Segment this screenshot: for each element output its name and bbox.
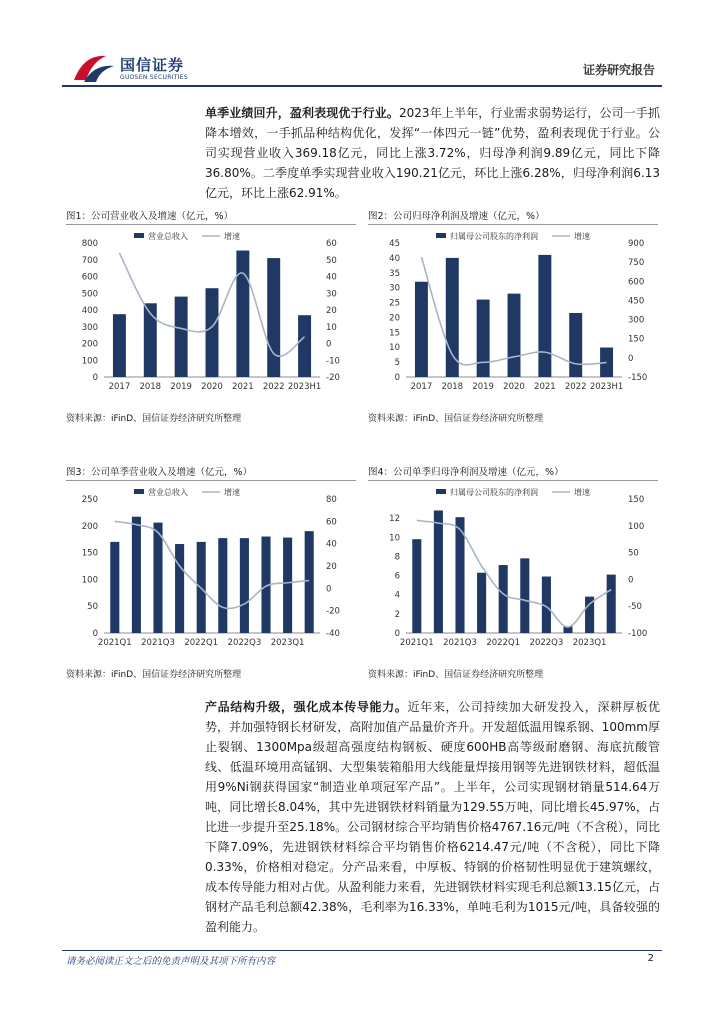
x-tick-label: 2023H1 [589, 382, 624, 392]
y-tick-label: 10 [389, 343, 400, 354]
y-tick-label: 12 [389, 514, 400, 525]
bar [110, 542, 119, 633]
y2-tick-label: 0 [326, 339, 332, 350]
paragraph-lead: 产品结构升级，强化成本传导能力。 [205, 700, 408, 714]
bar [415, 282, 428, 377]
bar [499, 565, 508, 633]
y2-tick-label: 10 [326, 322, 337, 333]
y-tick-label: 50 [87, 602, 98, 613]
logo-name: 国信证券 [120, 56, 185, 74]
paragraph-lead: 单季业绩回升，盈利表现优于行业。 [205, 106, 400, 120]
report-type: 证券研究报告 [582, 63, 655, 77]
x-tick-label: 2021 [534, 382, 556, 392]
y-tick-label: 500 [81, 289, 98, 300]
bar [569, 313, 582, 377]
y2-tick-label: 40 [326, 272, 337, 283]
y2-tick-label: 80 [326, 495, 337, 505]
x-tick-label: 2021Q3 [443, 638, 477, 648]
bar [477, 300, 490, 377]
x-tick-label: 2019 [170, 382, 192, 392]
y2-tick-label: 60 [326, 239, 337, 249]
y-tick-label: 30 [389, 283, 400, 294]
growth-line [417, 520, 611, 627]
bar [477, 573, 486, 633]
paragraph-body: 近年来，公司持续加大研发投入，深耕厚板优势，并加强特钢长材研发，高附加值产品量价齐升。开发超低温用镍系钢、100mm厚止裂钢、1300Mpa级超高强度结构钢板、硬度600HB高等级耐磨钢、海底抗酸管线、低温环境用高锰钢、大型集装箱船用大线能量焊接用钢等先进钢铁材料，超低温用9%Ni钢获得国家“制造业单项冠军产品”。上半年，公司实现钢材销量514.64万吨，同比增长8.04%，其中先进钢铁材料销量为129.55万吨，同比增长45.97%，占比进一步提升至25.18%。公司钢材综合平均销售价格4767.16元/吨（不含税），同比下降7.09%，先进钢铁材料综合平均销售价格6214.47元/吨（不含税），同比下降0.33%，价格相对稳定。分产品来看，中厚板、特钢的价格韧性明显优于建筑螺纹，成本传导能力相对占优。从盈利能力来看，先进钢铁材料实现毛利总额13.15亿元，占钢材产品毛利总额42.38%，毛利率为16.33%，单吨毛利为1015元/吨，具备较强的盈利能力。 [205, 700, 660, 934]
y-tick-label: 150 [81, 548, 98, 559]
y-tick-label: 10 [389, 533, 400, 544]
figure-1 [66, 208, 356, 397]
figure-source: 资料来源：iFinD、国信证券经济研究所整理 [368, 670, 544, 680]
x-tick-label: 2022Q3 [529, 638, 564, 648]
y-tick-label: 200 [81, 521, 98, 532]
y-tick-label: 400 [81, 306, 98, 316]
bar [298, 315, 311, 377]
x-tick-label: 2021Q1 [97, 638, 132, 648]
bar [412, 539, 421, 633]
quarterly-net-profit-chart [368, 481, 658, 653]
quarterly-revenue-chart [66, 481, 356, 653]
figure-2 [368, 208, 658, 397]
bar [434, 510, 443, 633]
bar [218, 538, 227, 633]
figure-3 [66, 464, 356, 653]
y2-tick-label: 30 [326, 289, 337, 300]
y2-tick-label: 60 [326, 517, 337, 528]
x-tick-label: 2019 [472, 382, 494, 392]
y2-tick-label: -20 [326, 373, 340, 383]
figure-4 [368, 464, 658, 653]
y2-tick-label: 600 [628, 277, 645, 288]
y-tick-label: 0 [394, 629, 400, 639]
y2-tick-label: 0 [628, 353, 634, 364]
legend-bar-swatch [436, 233, 446, 238]
y2-tick-label: -10 [326, 356, 340, 367]
x-tick-label: 2017 [410, 382, 433, 392]
header-divider [62, 85, 662, 87]
y2-tick-label: 50 [326, 255, 337, 266]
bar [236, 251, 249, 377]
bar [305, 531, 314, 633]
legend-bar-label: 归属母公司股东的净利润 [450, 488, 538, 497]
x-tick-label: 2022Q1 [184, 638, 219, 648]
bar [206, 288, 219, 377]
x-tick-label: 2022 [262, 382, 285, 392]
y2-tick-label: -150 [628, 373, 648, 383]
legend-line-label: 增速 [224, 232, 240, 241]
x-tick-label: 2021Q3 [141, 638, 175, 648]
y2-tick-label: 900 [628, 239, 645, 249]
bar [538, 255, 551, 377]
y2-tick-label: -50 [628, 602, 642, 613]
y2-tick-label: 50 [628, 548, 639, 559]
x-tick-label: 2018 [441, 382, 464, 392]
figure-source: 资料来源：iFinD、国信证券经济研究所整理 [66, 670, 242, 680]
y2-tick-label: 20 [326, 306, 337, 316]
bar [520, 558, 529, 633]
figure-caption: 图1：公司营业收入及增速（亿元，%） [66, 208, 356, 225]
y2-tick-label: -20 [326, 606, 340, 617]
legend-bar-label: 营业总收入 [148, 232, 188, 241]
y-tick-label: 5 [394, 358, 400, 369]
y-tick-label: 45 [389, 239, 400, 249]
y-tick-label: 40 [389, 253, 400, 264]
bar [508, 294, 521, 377]
y2-tick-label: 150 [628, 334, 645, 345]
bar [267, 258, 280, 377]
bar [607, 575, 616, 633]
y-tick-label: 600 [81, 272, 98, 283]
bar [153, 523, 162, 633]
y-tick-label: 0 [92, 629, 98, 639]
x-tick-label: 2020 [201, 382, 223, 392]
company-logo [70, 50, 210, 90]
y2-tick-label: 450 [628, 296, 645, 307]
x-tick-label: 2020 [503, 382, 525, 392]
figure-source: 资料来源：iFinD、国信证券经济研究所整理 [368, 414, 544, 424]
paragraph-product-structure [205, 697, 660, 937]
legend-bar-swatch [134, 489, 144, 494]
y-tick-label: 25 [389, 298, 400, 309]
revenue-chart [66, 225, 356, 397]
y-tick-label: 0 [92, 373, 98, 383]
y2-tick-label: 100 [628, 521, 645, 532]
x-tick-label: 2022Q3 [227, 638, 262, 648]
x-tick-label: 2021 [232, 382, 254, 392]
y-tick-label: 4 [394, 590, 400, 601]
x-tick-label: 2021Q1 [399, 638, 434, 648]
bar [175, 297, 188, 377]
legend-bar-label: 归属母公司股东的净利润 [450, 232, 538, 241]
x-tick-label: 2018 [139, 382, 162, 392]
y2-tick-label: 750 [628, 258, 645, 269]
y2-tick-label: 150 [628, 495, 645, 505]
legend-line-label: 增速 [224, 488, 240, 497]
net-profit-chart [368, 225, 658, 397]
y-tick-label: 250 [81, 495, 98, 505]
logo-english-name: GUOSEN SECURITIES [120, 74, 189, 81]
legend-bar-label: 营业总收入 [148, 488, 188, 497]
y-tick-label: 20 [389, 313, 400, 324]
x-tick-label: 2022Q1 [486, 638, 521, 648]
growth-line [115, 521, 309, 608]
y-tick-label: 700 [81, 255, 98, 266]
y-tick-label: 2 [394, 609, 400, 620]
logo-mark-icon [70, 50, 118, 86]
footer-divider [62, 950, 662, 951]
x-tick-label: 2023H1 [287, 382, 322, 392]
footer-disclaimer: 请务必阅读正文之后的免责声明及其项下所有内容 [66, 956, 276, 967]
y-tick-label: 200 [81, 339, 98, 350]
bar [240, 538, 249, 633]
figure-source: 资料来源：iFinD、国信证券经济研究所整理 [66, 414, 242, 424]
figure-caption: 图2：公司归母净利润及增速（亿元，%） [368, 208, 658, 225]
bar [175, 544, 184, 633]
y2-tick-label: 40 [326, 539, 337, 550]
bar [283, 538, 292, 633]
y2-tick-label: 20 [326, 562, 337, 572]
page-number: 2 [647, 953, 654, 964]
x-tick-label: 2022 [564, 382, 587, 392]
paragraph-body: 2023年上半年，行业需求弱势运行，公司一手抓降本增效，一手抓品种结构优化，发挥“一体四元一链”优势，盈利表现优于行业。公司实现营业收入369.18亿元，同比上涨3.72%，归母净利润9.89亿元，同比下降36.80%。二季度单季实现营业收入190.21亿元，环比上涨6.28%，归母净利润6.13亿元，环比上涨62.91%。 [205, 106, 660, 200]
y-tick-label: 0 [394, 373, 400, 383]
y-tick-label: 100 [81, 575, 98, 586]
y-tick-label: 35 [389, 268, 400, 279]
bar [132, 517, 141, 633]
y2-tick-label: 300 [628, 315, 645, 326]
x-tick-label: 2023Q1 [270, 638, 305, 648]
y2-tick-label: -100 [628, 629, 648, 639]
x-tick-label: 2017 [108, 382, 131, 392]
y-tick-label: 100 [81, 356, 98, 367]
figure-caption: 图3：公司单季营业收入及增速（亿元，%） [66, 464, 356, 481]
legend-bar-swatch [134, 233, 144, 238]
legend-line-label: 增速 [574, 488, 590, 497]
y-tick-label: 800 [81, 239, 98, 249]
y-tick-label: 8 [394, 552, 400, 563]
y2-tick-label: 0 [628, 575, 634, 586]
legend-bar-swatch [436, 489, 446, 494]
y2-tick-label: 0 [326, 584, 332, 595]
y-tick-label: 300 [81, 322, 98, 333]
bar [113, 314, 126, 377]
legend-line-label: 增速 [574, 232, 590, 241]
y-tick-label: 6 [394, 571, 400, 582]
y-tick-label: 15 [389, 328, 400, 339]
y2-tick-label: -40 [326, 629, 340, 639]
paragraph-performance [205, 103, 660, 203]
x-tick-label: 2023Q1 [572, 638, 607, 648]
bar [446, 258, 459, 377]
figure-caption: 图4：公司单季归母净利润及增速（亿元，%） [368, 464, 658, 481]
